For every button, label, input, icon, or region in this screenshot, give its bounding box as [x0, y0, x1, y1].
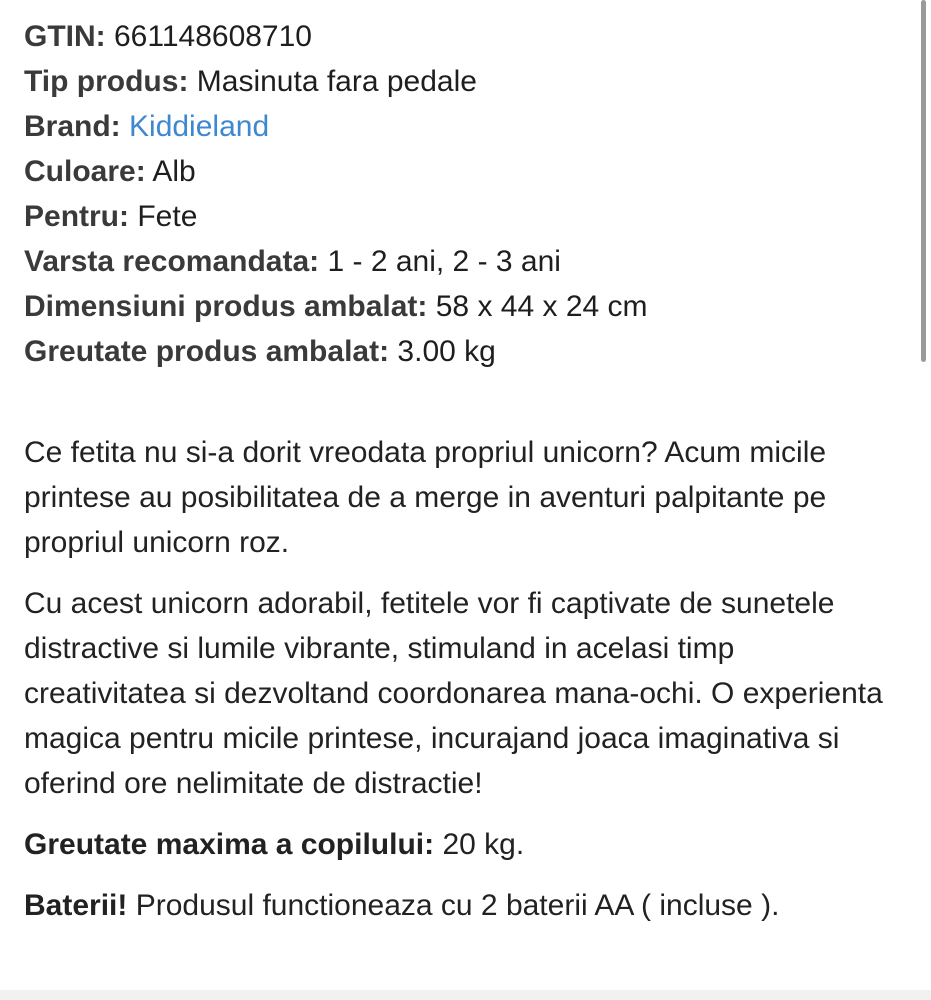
description-paragraph: Cu acest unicorn adorabil, fetitele vor fi captivate de sunetele distractive si lumile vibrante, stimuland in acelasi timp creativitatea si dezvoltand coordonarea mana-ochi. O experienta magica pentru micile printese, incurajand joaca imaginativa si oferind ore nelimitate de distractie! [24, 587, 883, 800]
scrollbar-thumb[interactable] [921, 0, 926, 362]
spec-label: GTIN: [24, 20, 106, 53]
max-weight-note [24, 822, 904, 867]
spec-row-brand [24, 104, 904, 149]
spec-label: Varsta recomandata: [24, 245, 320, 278]
spec-row-color [24, 149, 904, 194]
spec-value: 661148608710 [114, 20, 312, 53]
spec-value: Fete [137, 200, 198, 233]
spec-row-recommended-age [24, 239, 904, 284]
batteries-label: Baterii! [24, 889, 128, 922]
spec-row-package-weight [24, 329, 904, 374]
spec-label: Brand: [24, 110, 121, 143]
description-paragraph: Ce fetita nu si-a dorit vreodata propriul unicorn? Acum micile printese au posibilitatea de a merge in aventuri palpitante pe propriul unicorn roz. [24, 436, 827, 559]
spec-value: 1 - 2 ani, 2 - 3 ani [327, 245, 561, 278]
spec-list [24, 14, 904, 374]
product-description [24, 430, 904, 928]
max-weight-label: Greutate maxima a copilului: [24, 828, 435, 861]
spec-label: Dimensiuni produs ambalat: [24, 290, 428, 323]
batteries-value: Produsul functioneaza cu 2 baterii AA ( incluse ). [135, 889, 780, 922]
brand-link[interactable]: Kiddieland [129, 110, 270, 143]
spec-row-for [24, 194, 904, 239]
spec-row-package-dimensions [24, 284, 904, 329]
max-weight-value: 20 kg. [442, 828, 525, 861]
spec-row-gtin [24, 14, 904, 59]
spec-value: Masinuta fara pedale [196, 65, 477, 98]
bottom-divider [0, 990, 931, 1000]
batteries-note [24, 883, 904, 928]
spec-label: Greutate produs ambalat: [24, 335, 390, 368]
spec-row-product-type [24, 59, 904, 104]
spec-value: 58 x 44 x 24 cm [435, 290, 648, 323]
spec-label: Tip produs: [24, 65, 189, 98]
spec-value: 3.00 kg [397, 335, 496, 368]
vertical-scrollbar[interactable] [919, 0, 931, 1000]
spec-label: Pentru: [24, 200, 129, 233]
product-details [24, 14, 904, 944]
spec-value: Alb [152, 155, 196, 188]
spec-label: Culoare: [24, 155, 146, 188]
